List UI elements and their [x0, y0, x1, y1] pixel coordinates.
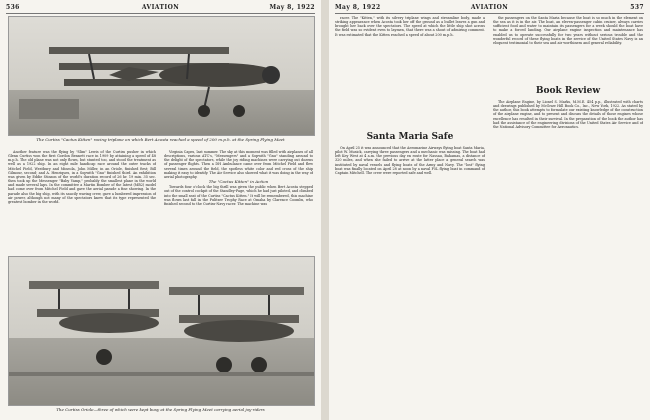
- right-column-1: [335, 146, 485, 414]
- triplane-illustration: [9, 17, 314, 135]
- right-page-number: 537: [630, 4, 644, 11]
- right-magazine-title: AVIATION: [470, 4, 509, 11]
- cactus-kitten-heading: The "Cactus Kitten" in Action: [208, 179, 269, 185]
- left-col1-text: Another feature was the flying by "Slim" Lewis of the Curtiss pusher in which Glenn Curtiss won the first Gordon Bennett race in 1909 by attaining a speed of 48 m.p.h. The old plane was not only flown, but stunted too, and stood the treatment as well as a 1922 ship. In an eight mile handicap race around the outer tracks of Mitchel Field, Westbury and Mineola, John Miller, in an Oriole, finished first; Bill Gilmour, second; and A. Henriques, in a Sopwith "Gnu" finished third. An exhibition was given by Eddie Stinson of the world's duration record of 26 hr. 19 min. 35 sec. then took up the Messenger "Baby Vamp," probably the smallest plane in the world and made several laps. In the committee a Martin Bomber of the latest (MB2) model had come over from Mitchel Field and gave the aerial parade a fine showing. In the parade also the big ship, with its saucily waving crew, gave a lumbered impression of air power, although not many of the spectators knew that its type represented the greatest bomber in the world.: [8, 150, 156, 204]
- right-col2-text: the passengers on the Santa Maria because the boat is so much in the element on the sea as it is in the air. The boat, an eleven-passenger cabin cruiser, always carries sufficient food and water to maintain its passengers for a week should the boat have to make a forced landing. Our airplane engine inspection and maintenance has enabled us to operate successfully for two years without serious trouble and the wonderful record of these flying boats in the service of the United States Navy is an eloquent testimonial to their sea and air worthiness and general reliability.: [493, 16, 643, 45]
- photo-cactus-kitten: [8, 16, 315, 136]
- left-page-number: 536: [6, 4, 20, 11]
- book-review-text: The Airplane Engine, by Lionel S. Marks, M.M.E. 454 p.p., illustrated with charts and drawings published by McGraw Hill Book Co., Inc., New York, 1922. As stated by the author, this book attempts to formulate our existing knowledge of the construction of the airplane engine, and to present and discuss the details of those engines whose excellence has resulted in their survival. In the preparation of the book the author has had the assistance of the engineering divisions of the United States Air Service and of the National Advisory Committee for Aeronautics.: [493, 100, 643, 129]
- left-date: May 8, 1922: [269, 4, 315, 11]
- right-page: [329, 0, 650, 420]
- right-running-head: [335, 4, 644, 14]
- left-col2-text: Virginia Capes, last summer. The sky at this moment was filled with airplanes of all descriptions, various ATC's, "Messengers" and a Sopwith "Gnu" standing around to the delight of the spectators, while the joy riding machines were carrying out dozens of passenger flights. Then a DH Ambulance came over from Mitchel Field and flew several times around the field, the spotless white color and red cross of the ship making it easy to identify. The Air Service also showed what it was doing in the way of aerial photography.: [164, 150, 313, 179]
- left-column-2: [164, 150, 313, 252]
- santa-maria-text: On April 25 it was announced that the Aeromarine Airways flying boat Santa Maria, pilot W. Musick, carrying three passengers and a mechanic was missing. The boat had left Key West at 4 a.m. the previous day en route for Nassau, Bahamas, a distance of 320 miles, and when she failed to arrive at the latter place a general search was instituted by naval vessels and flying boats of the Army and Navy. The "lost" flying boat was finally located on April 28 at noon by a naval F5L flying boat in command of Captain Mitchell. The crew were reported safe and well.: [335, 146, 485, 175]
- book-review-column: [493, 100, 643, 414]
- left-col2-text-b: Towards four o'clock the big thrill was given the public when Bert Acosta stepped out of the control cockpit of the Standley-Page, which he had just piloted, and climbed into the small seat of the Curtiss "Cactus Kitten." It will be remembered, this machine was flown last fall in the Pulitzer Trophy Race at Omaha by Clarence Coombs, who finished second to the Curtiss-Navy racer. The machine was: [164, 185, 313, 206]
- right-date: May 8, 1922: [335, 4, 381, 11]
- book-review-heading: Book Review: [535, 86, 601, 96]
- caption-curtiss-oriole: The Curtiss Oriole—three of which were kept busy at the Spring Flying Meet carrying aerial joy-riders: [56, 407, 265, 412]
- left-page: [0, 0, 321, 420]
- right-col1-top-text: racer. The "Kitten," with its silvery triplane wings and streamline body, made a striking appearance when Acosta took her off the ground as a bullet leaves a gun and brought her back over the spectators. The speed at which the little ship shot across the field was so evident even to laymen, that there was a shout of admiring comment. It was estimated that the Kitten reached a speed of about 200 m.p.h.: [335, 16, 485, 37]
- left-column-1: [8, 150, 156, 252]
- right-column-1-top: [335, 16, 485, 129]
- left-running-head: [6, 4, 315, 14]
- right-column-2-top: [493, 16, 643, 82]
- santa-maria-heading: Santa Maria Safe: [366, 132, 454, 142]
- caption-cactus-kitten: The Curtiss "Cactus Kitten" racing triplane on which Bert Acosta reached a speed of 200 m.p.h. at the Spring Flying Meet: [36, 137, 285, 142]
- photo-curtiss-oriole: [8, 256, 315, 406]
- page-gutter: [321, 0, 329, 420]
- left-magazine-title: AVIATION: [141, 4, 180, 11]
- oriole-illustration: [9, 257, 314, 405]
